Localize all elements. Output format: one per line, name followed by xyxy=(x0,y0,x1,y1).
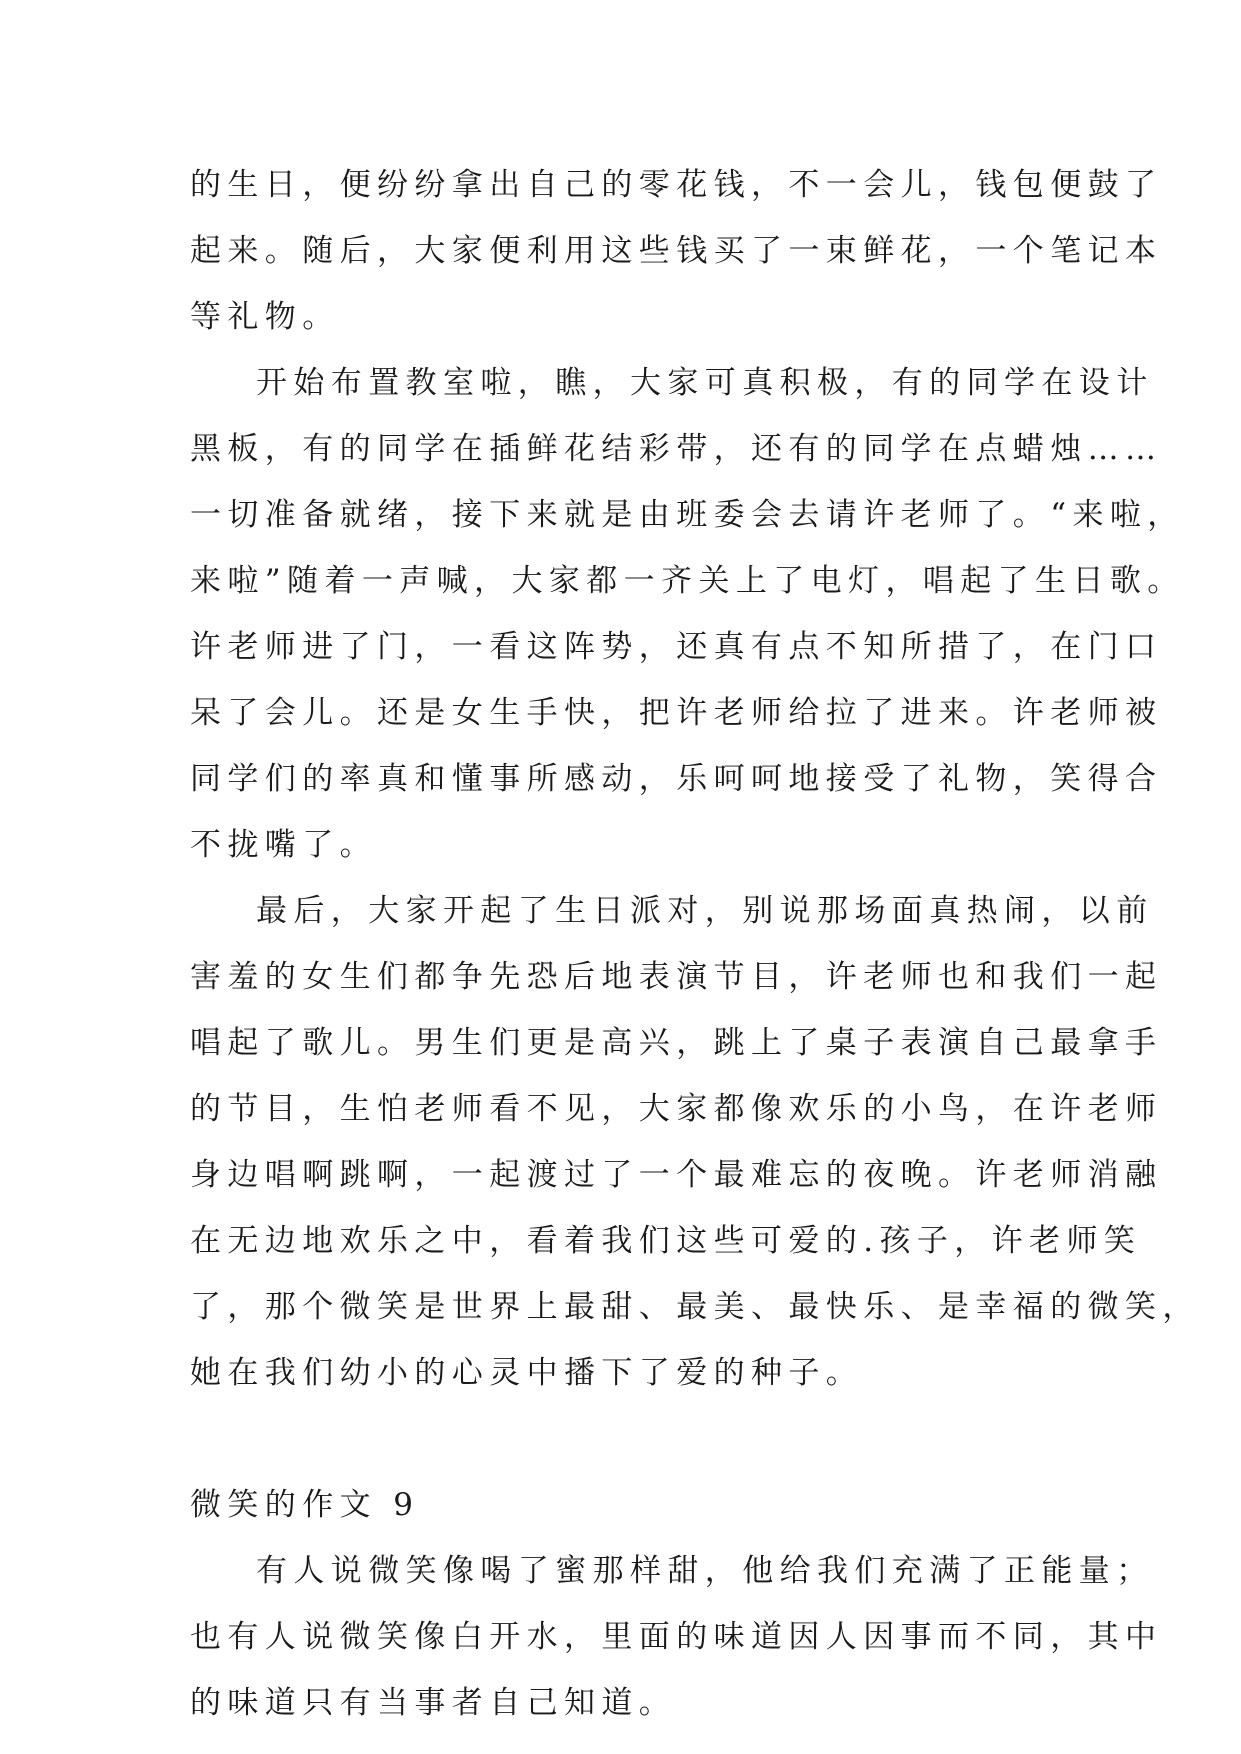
text-line: 许老师进了门，一看这阵势，还真有点不知所措了，在门口 xyxy=(190,629,1163,665)
text-line: 的节目，生怕老师看不见，大家都像欢乐的小鸟，在许老师 xyxy=(190,1091,1163,1127)
document-body xyxy=(190,152,1200,1736)
text-line: 呆了会儿。还是女生手快，把许老师给拉了进来。许老师被 xyxy=(190,695,1163,731)
text-line: 来啦”随着一声喊，大家都一齐关上了电灯，唱起了生日歌。 xyxy=(190,563,1185,599)
text-line: 的味道只有当事者自己知道。 xyxy=(190,1685,677,1721)
text-line: 同学们的率真和懂事所感动，乐呵呵地接受了礼物，笑得合 xyxy=(190,761,1163,797)
section-heading: 微笑的作文 9 xyxy=(190,1487,420,1523)
text-line: 起来。随后，大家便利用这些钱买了一束鲜花，一个笔记本 xyxy=(190,233,1163,269)
text-line: 害羞的女生们都争先恐后地表演节目，许老师也和我们一起 xyxy=(190,959,1163,995)
text-line: 在无边地欢乐之中，看着我们这些可爱的.孩子，许老师笑 xyxy=(190,1223,1142,1259)
text-line: 黑板，有的同学在插鲜花结彩带，还有的同学在点蜡烛…… xyxy=(190,431,1163,467)
text-line: 唱起了歌儿。男生们更是高兴，跳上了桌子表演自己最拿手 xyxy=(190,1025,1163,1061)
text-line: 了，那个微笑是世界上最甜、最美、最快乐、是幸福的微笑， xyxy=(190,1289,1200,1325)
paragraph-start-line: 有人说微笑像喝了蜜那样甜，他给我们充满了正能量； xyxy=(256,1553,1154,1589)
text-line: 也有人说微笑像白开水，里面的味道因人因事而不同，其中 xyxy=(190,1619,1163,1655)
text-line: 的生日，便纷纷拿出自己的零花钱，不一会儿，钱包便鼓了 xyxy=(190,167,1163,203)
paragraph-start-line: 最后，大家开起了生日派对，别说那场面真热闹，以前 xyxy=(256,893,1154,929)
text-line: 一切准备就绪，接下来就是由班委会去请许老师了。“来啦， xyxy=(190,497,1185,533)
text-line: 等礼物。 xyxy=(190,299,340,335)
text-line: 身边唱啊跳啊，一起渡过了一个最难忘的夜晚。许老师消融 xyxy=(190,1157,1163,1193)
text-line: 不拢嘴了。 xyxy=(190,827,377,863)
paragraph-start-line: 开始布置教室啦，瞧，大家可真积极，有的同学在设计 xyxy=(256,365,1154,401)
text-line: 她在我们幼小的心灵中播下了爱的种子。 xyxy=(190,1355,864,1391)
